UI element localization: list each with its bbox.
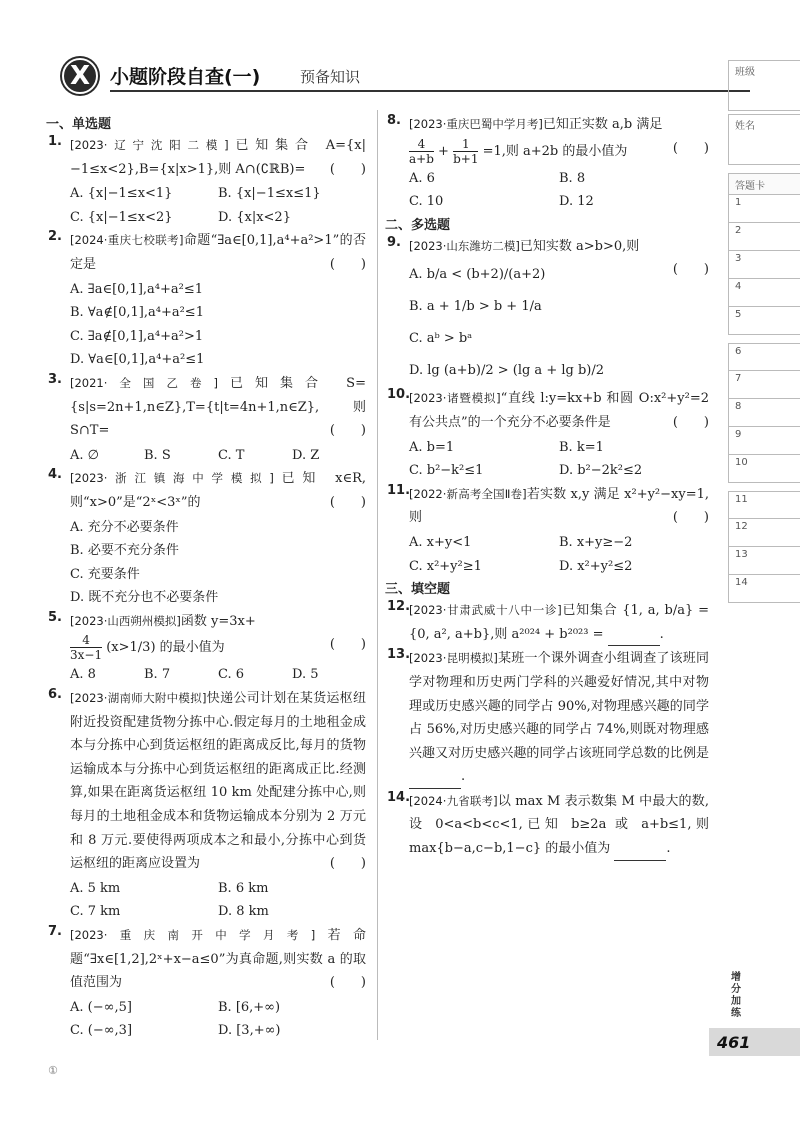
- question-5: 5. [2023·山西朔州模拟]函数 y=3x+ $\frac{4}{3x-1}$ (x>1/3) 的最小值为 ( ): [48, 609, 366, 663]
- section-multiple-choice: 二、多选题: [385, 217, 451, 233]
- option[interactable]: A. b=1: [409, 439, 455, 455]
- option[interactable]: C. 6: [218, 667, 245, 683]
- fraction: $\frac{4}{a+b}$: [409, 136, 434, 166]
- option[interactable]: C. x²+y²≥1: [409, 558, 482, 574]
- x-logo-icon: X: [60, 56, 100, 96]
- option[interactable]: D. 5: [292, 667, 319, 683]
- question-11-options: [387, 531, 709, 578]
- answer-cell[interactable]: 11: [728, 491, 800, 519]
- option[interactable]: A. (−∞,5]: [70, 999, 132, 1015]
- question-4: 4. [2023·浙江镇海中学模拟]已知 x∈R,则“x>0”是“2ˣ<3ˣ”的 ( ): [48, 467, 366, 510]
- question-7: 7. [2023·重庆南开中学月考]若命题“∃x∈[1,2],2ˣ+x−a≤0”为真命题,则实数 a 的取值范围为 ( ): [48, 924, 366, 991]
- answer-sidebar: [728, 60, 800, 603]
- answer-cell[interactable]: 10: [728, 455, 800, 483]
- answer-cell[interactable]: 8: [728, 399, 800, 427]
- section-fill-in: 三、填空题: [385, 582, 451, 598]
- answer-card: [728, 173, 800, 335]
- option[interactable]: C. 充要条件: [70, 566, 140, 582]
- answer-card-title: 答题卡: [728, 173, 800, 195]
- question-10: 10. [2023·诸暨模拟]“直线 l:y=kx+b 和圆 O:x²+y²=2 有公共点”的一个充分不必要条件是 ( ): [387, 387, 709, 430]
- question-2: 2. [2024·重庆七校联考]命题“∃a∈[0,1],a⁴+a²>1”的否定是 ( ): [48, 229, 366, 272]
- option[interactable]: C. T: [218, 447, 245, 463]
- option[interactable]: B. 7: [144, 667, 171, 683]
- option[interactable]: C. b²−k²≤1: [409, 463, 484, 479]
- answer-cell[interactable]: 12: [728, 519, 800, 547]
- option[interactable]: B. 必要不充分条件: [70, 543, 179, 559]
- question-14: 14. [2024·九省联考]以 max M 表示数集 M 中最大的数,设 0<a<b<c<1,已知 b≥2a 或 a+b≤1,则 max{b−a,c−b,1−c} 的最小值为 .: [387, 790, 709, 861]
- question-5-options: [48, 663, 366, 687]
- option[interactable]: A. x+y<1: [409, 534, 472, 550]
- answer-blank[interactable]: [409, 774, 461, 789]
- header-rule: [110, 90, 750, 92]
- option[interactable]: B. ∀a∉[0,1],a⁴+a²≤1: [70, 305, 204, 321]
- question-8-options: [387, 167, 709, 214]
- fraction: $\frac{1}{b+1}$: [453, 136, 479, 166]
- question-3-options: [48, 444, 366, 468]
- option[interactable]: A. 充分不必要条件: [70, 519, 179, 535]
- answer-cell[interactable]: 14: [728, 575, 800, 603]
- question-6: 6. [2023·湖南师大附中模拟]快递公司计划在某货运枢纽附近投资配建货物分拣中心.假定每月的土地租金成本与分拣中心到货运枢纽的距离成反比,每月的货物运输成本与分拣中心到货运枢纽的距离成正比.经测算,如果在距离货运枢纽 10 km 处配建分拣中心,则每月的土地租金成本和货物运输成本分别为 2 万元和 8 万元.要使得两项成本之和最小,分拣中心到货运枢纽的距离应设置为 ( ): [48, 687, 366, 872]
- page-subtitle: 预备知识: [300, 68, 361, 86]
- option[interactable]: C. {x|−1≤x<2}: [70, 209, 173, 225]
- question-13: 13. [2023·昆明模拟]某班一个课外调查小组调查了该班同学对物理和历史两门学科的兴趣爱好情况,其中对物理或历史感兴趣的同学占 90%,对物理感兴趣的同学占 56%,对历史感兴趣的同学占 74%,则既对物理感兴趣又对历史感兴趣的同学占该班同学总数的比例是 .: [387, 647, 709, 789]
- option[interactable]: D. b²−2k²≤2: [559, 463, 643, 479]
- question-7-options: [48, 996, 366, 1043]
- question-2-options: [48, 278, 366, 372]
- option[interactable]: B. 8: [559, 170, 586, 186]
- option[interactable]: A. ∃a∈[0,1],a⁴+a²≤1: [70, 281, 204, 297]
- question-9-options: [387, 259, 709, 387]
- option[interactable]: D. lg (a+b)/2 > (lg a + lg b)/2: [409, 363, 604, 379]
- option[interactable]: B. 6 km: [218, 880, 269, 896]
- option[interactable]: A. {x|−1≤x<1}: [70, 186, 173, 202]
- option[interactable]: C. (−∞,3]: [70, 1023, 133, 1039]
- section-single-choice: 一、单选题: [46, 117, 112, 132]
- answer-cell[interactable]: 7: [728, 371, 800, 399]
- option[interactable]: B. x+y≥−2: [559, 534, 633, 550]
- question-12: 12. [2023·甘肃武威十八中一诊]已知集合 {1, a, b/a} = {0, a², a+b},则 a²⁰²⁴ + b²⁰²³ = .: [387, 599, 709, 646]
- option[interactable]: A. 6: [409, 170, 435, 186]
- option[interactable]: B. {x|−1≤x≤1}: [218, 186, 321, 202]
- option[interactable]: D. 既不充分也不必要条件: [70, 590, 219, 606]
- answer-cell[interactable]: 1: [728, 195, 800, 223]
- answer-cell[interactable]: 3: [728, 251, 800, 279]
- option[interactable]: A. 5 km: [70, 880, 121, 896]
- answer-cell[interactable]: 4: [728, 279, 800, 307]
- footer-mark: ①: [48, 1064, 58, 1077]
- option[interactable]: D. {x|x<2}: [218, 209, 291, 225]
- option[interactable]: D. 12: [559, 194, 594, 210]
- left-column: [48, 113, 366, 1043]
- question-10-options: [387, 436, 709, 483]
- option[interactable]: A. ∅: [70, 447, 99, 463]
- question-4-options: [48, 516, 366, 610]
- question-1-options: [48, 182, 366, 229]
- option[interactable]: C. 10: [409, 194, 444, 210]
- page-title: 小题阶段自查(一): [110, 66, 261, 88]
- page-header: [60, 56, 700, 100]
- option[interactable]: D. [3,+∞): [218, 1023, 281, 1039]
- question-8: 8. [2023·重庆巴蜀中学月考]已知正实数 a,b 满足 $\frac{4}{a+b}$ + $\frac{1}{b+1}$ =1,则 a+2b 的最小值为 ( ): [387, 113, 709, 166]
- option[interactable]: C. ∃a∉[0,1],a⁴+a²>1: [70, 328, 204, 344]
- side-tag: 增分加练: [731, 972, 741, 1019]
- option[interactable]: D. 8 km: [218, 904, 269, 920]
- answer-card-group-2: [728, 343, 800, 483]
- option[interactable]: B. [6,+∞): [218, 999, 281, 1015]
- option[interactable]: B. k=1: [559, 439, 604, 455]
- question-6-options: [48, 877, 366, 924]
- option[interactable]: B. a + 1/b > b + 1/a: [409, 299, 542, 315]
- answer-cell[interactable]: 13: [728, 547, 800, 575]
- name-field[interactable]: 姓名: [728, 114, 800, 165]
- option[interactable]: D. Z: [292, 447, 320, 463]
- option[interactable]: A. b/a < (b+2)/(a+2): [409, 267, 546, 283]
- answer-cell[interactable]: 6: [728, 343, 800, 371]
- page-number: 461: [709, 1028, 800, 1056]
- answer-cell[interactable]: 9: [728, 427, 800, 455]
- option[interactable]: A. 8: [70, 667, 96, 683]
- option[interactable]: D. ∀a∈[0,1],a⁴+a²≤1: [70, 352, 205, 368]
- option[interactable]: C. 7 km: [70, 904, 121, 920]
- answer-cell[interactable]: 5: [728, 307, 800, 335]
- question-1: 1. [2023·辽宁沈阳二模]已知集合 A={x|−1≤x<2},B={x|x>1},则 A∩(∁ℝB)= ( ): [48, 134, 366, 177]
- fraction: $\frac{4}{3x-1}$: [70, 633, 103, 663]
- answer-cell[interactable]: 2: [728, 223, 800, 251]
- question-9: 9. [2023·山东潍坊二模]已知实数 a>b>0,则 ( ): [387, 234, 709, 278]
- option[interactable]: B. S: [144, 447, 171, 463]
- column-divider: [377, 110, 378, 1040]
- question-3: 3. [2021·全国乙卷]已知集合 S={s|s=2n+1,n∈Z},T={t|t=4n+1,n∈Z},则 S∩T= ( ): [48, 371, 366, 439]
- right-column: [387, 113, 709, 862]
- option[interactable]: C. aᵇ > bᵃ: [409, 331, 473, 347]
- answer-blank[interactable]: [608, 631, 660, 646]
- question-11: 11. [2022·新高考全国Ⅱ卷]若实数 x,y 满足 x²+y²−xy=1,则 ( ): [387, 482, 710, 526]
- answer-card-group-3: [728, 491, 800, 603]
- option[interactable]: D. x²+y²≤2: [559, 558, 633, 574]
- class-field[interactable]: 班级: [728, 60, 800, 111]
- answer-blank[interactable]: [614, 846, 666, 861]
